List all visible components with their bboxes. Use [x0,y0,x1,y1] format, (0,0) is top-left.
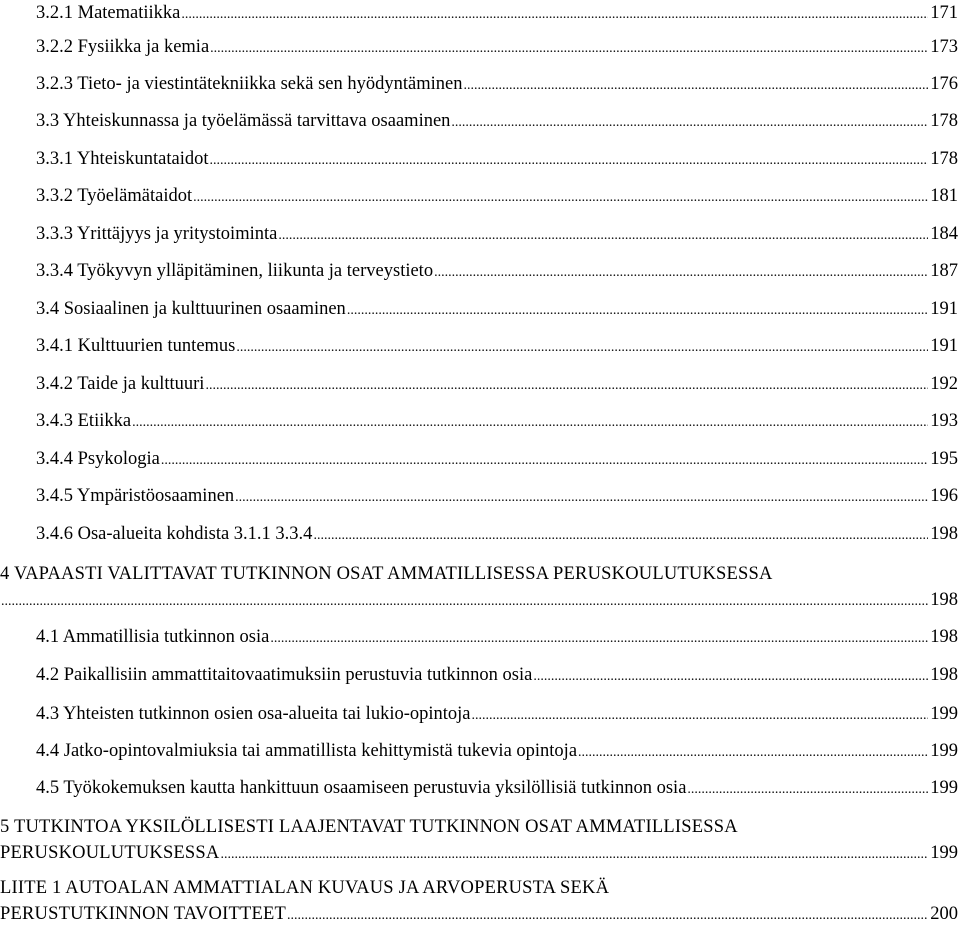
toc-entry-label: 4.3 Yhteisten tutkinnon osien osa-alueita tai lukio-opintoja [36,704,471,724]
toc-entry-label: 3.3.4 Työkyvyn ylläpitäminen, liikunta ja terveystieto [36,261,434,281]
toc-entry-label: 3.4.5 Ympäristöosaaminen [36,486,235,506]
toc-entry-label: 3.4.1 Kulttuurien tuntemus [36,336,236,356]
toc-leader-dots [434,260,928,286]
toc-leader-dots [1,589,928,615]
toc-entry-page: 196 [930,486,958,506]
toc-entry-label: 4.2 Paikallisiin ammattitaitovaatimuksiin perustuvia tutkinnon osia [36,665,533,685]
toc-entry[interactable] [0,146,958,172]
toc-leader-dots [193,185,928,211]
toc-entry[interactable] [0,738,958,764]
toc-entry[interactable] [0,561,958,613]
toc-entry-label-line1: LIITE 1 AUTOALAN AMMATTIALAN KUVAUS JA ARVOPERUSTA SEKÄ [0,878,610,898]
toc-leader-dots [236,335,928,361]
toc-entry[interactable] [0,371,958,397]
toc-entry[interactable] [0,71,958,97]
toc-entry-page: 187 [930,261,958,281]
toc-leader-dots [210,36,928,62]
toc-entry[interactable] [0,183,958,209]
toc-leader-dots [181,2,928,28]
toc-entry-label: 4 VAPAASTI VALITTAVAT TUTKINNON OSAT AMMATILLISESSA PERUSKOULUTUKSESSA [0,564,773,584]
toc-entry-label-line2: PERUSKOULUTUKSESSA [0,843,220,863]
toc-entry-page: 178 [930,111,958,131]
toc-entry-label: 3.2.2 Fysiikka ja kemia [36,37,210,57]
toc-leader-dots [287,903,928,929]
toc-entry-label: 3.4.6 Osa-alueita kohdista 3.1.1 3.3.4 [36,524,313,544]
toc-entry[interactable] [0,0,958,26]
toc-entry-label: 3.4 Sosiaalinen ja kulttuurinen osaaminen [36,299,346,319]
toc-entry-label: 3.2.1 Matematiikka [36,3,181,23]
toc-entry-label: 4.4 Jatko-opintovalmiuksia tai ammatillista kehittymistä tukevia opintoja [36,741,578,761]
toc-entry-page: 199 [930,704,958,724]
toc-leader-dots [270,626,928,652]
toc-entry-label: 3.4.3 Etiikka [36,411,132,431]
toc-entry-label: 3.3.2 Työelämätaidot [36,186,193,206]
toc-entry-page: 198 [930,665,958,685]
toc-entry-page: 198 [930,627,958,647]
toc-entry-page: 178 [930,149,958,169]
toc-leader-dots [313,523,928,549]
toc-entry[interactable] [0,775,958,801]
toc-entry-label: 3.3.3 Yrittäjyys ja yritystoiminta [36,224,278,244]
toc-leader-dots [472,703,929,729]
toc-entry-label-line1: 5 TUTKINTOA YKSILÖLLISESTI LAAJENTAVAT TUTKINNON OSAT AMMATILLISESSA [0,817,738,837]
toc-entry-page: 192 [930,374,958,394]
toc-leader-dots [451,110,928,136]
toc-entry[interactable] [0,875,958,927]
toc-entry-page: 176 [930,74,958,94]
toc-leader-dots [687,777,928,803]
toc-entry-page: 200 [930,904,958,924]
toc-entry-label: 3.4.2 Taide ja kulttuuri [36,374,205,394]
toc-entry[interactable] [0,408,958,434]
toc-entry-page: 191 [930,336,958,356]
toc-entry[interactable] [0,446,958,472]
toc-entry[interactable] [0,333,958,359]
toc-entry[interactable] [0,221,958,247]
toc-entry-label-line2: PERUSTUTKINNON TAVOITTEET [0,904,286,924]
toc-entry[interactable] [0,483,958,509]
toc-leader-dots [132,410,928,436]
toc-entry-page: 191 [930,299,958,319]
toc-entry[interactable] [0,662,958,688]
toc-entry[interactable] [0,34,958,60]
toc-entry-label: 3.4.4 Psykologia [36,449,160,469]
toc-entry-page: 199 [930,778,958,798]
toc-entry-page: 193 [930,411,958,431]
toc-entry[interactable] [0,296,958,322]
toc-entry-page: 198 [930,524,958,544]
toc-leader-dots [463,73,928,99]
toc-leader-dots [161,448,928,474]
toc-entry-page: 184 [930,224,958,244]
toc-entry-page: 171 [930,3,958,23]
toc-leader-dots [533,664,928,690]
toc-entry[interactable] [0,521,958,547]
toc-entry-page: 195 [930,449,958,469]
toc-entry-page: 199 [930,741,958,761]
toc-entry[interactable] [0,258,958,284]
toc-leader-dots [347,298,928,324]
toc-leader-dots [209,148,928,174]
toc-entry-page: 198 [930,590,958,610]
toc-leader-dots [235,485,928,511]
toc-entry-page: 199 [930,843,958,863]
toc-leader-dots [578,740,928,766]
toc-leader-dots [205,373,928,399]
toc-entry-page: 181 [930,186,958,206]
toc-entry-label: 3.2.3 Tieto- ja viestintätekniikka sekä sen hyödyntäminen [36,74,463,94]
toc-entry-label: 3.3 Yhteiskunnassa ja työelämässä tarvittava osaaminen [36,111,451,131]
toc-entry-page: 173 [930,37,958,57]
toc-entry[interactable] [0,701,958,727]
toc-entry-label: 4.1 Ammatillisia tutkinnon osia [36,627,270,647]
toc-entry[interactable] [0,814,958,866]
toc-leader-dots [220,842,928,868]
toc-entry[interactable] [0,624,958,650]
toc-entry-label: 4.5 Työkokemuksen kautta hankittuun osaamiseen perustuvia yksilöllisiä tutkinnon osia [36,778,687,798]
toc-entry[interactable] [0,108,958,134]
toc-entry-label: 3.3.1 Yhteiskuntataidot [36,149,209,169]
toc-leader-dots [278,223,928,249]
